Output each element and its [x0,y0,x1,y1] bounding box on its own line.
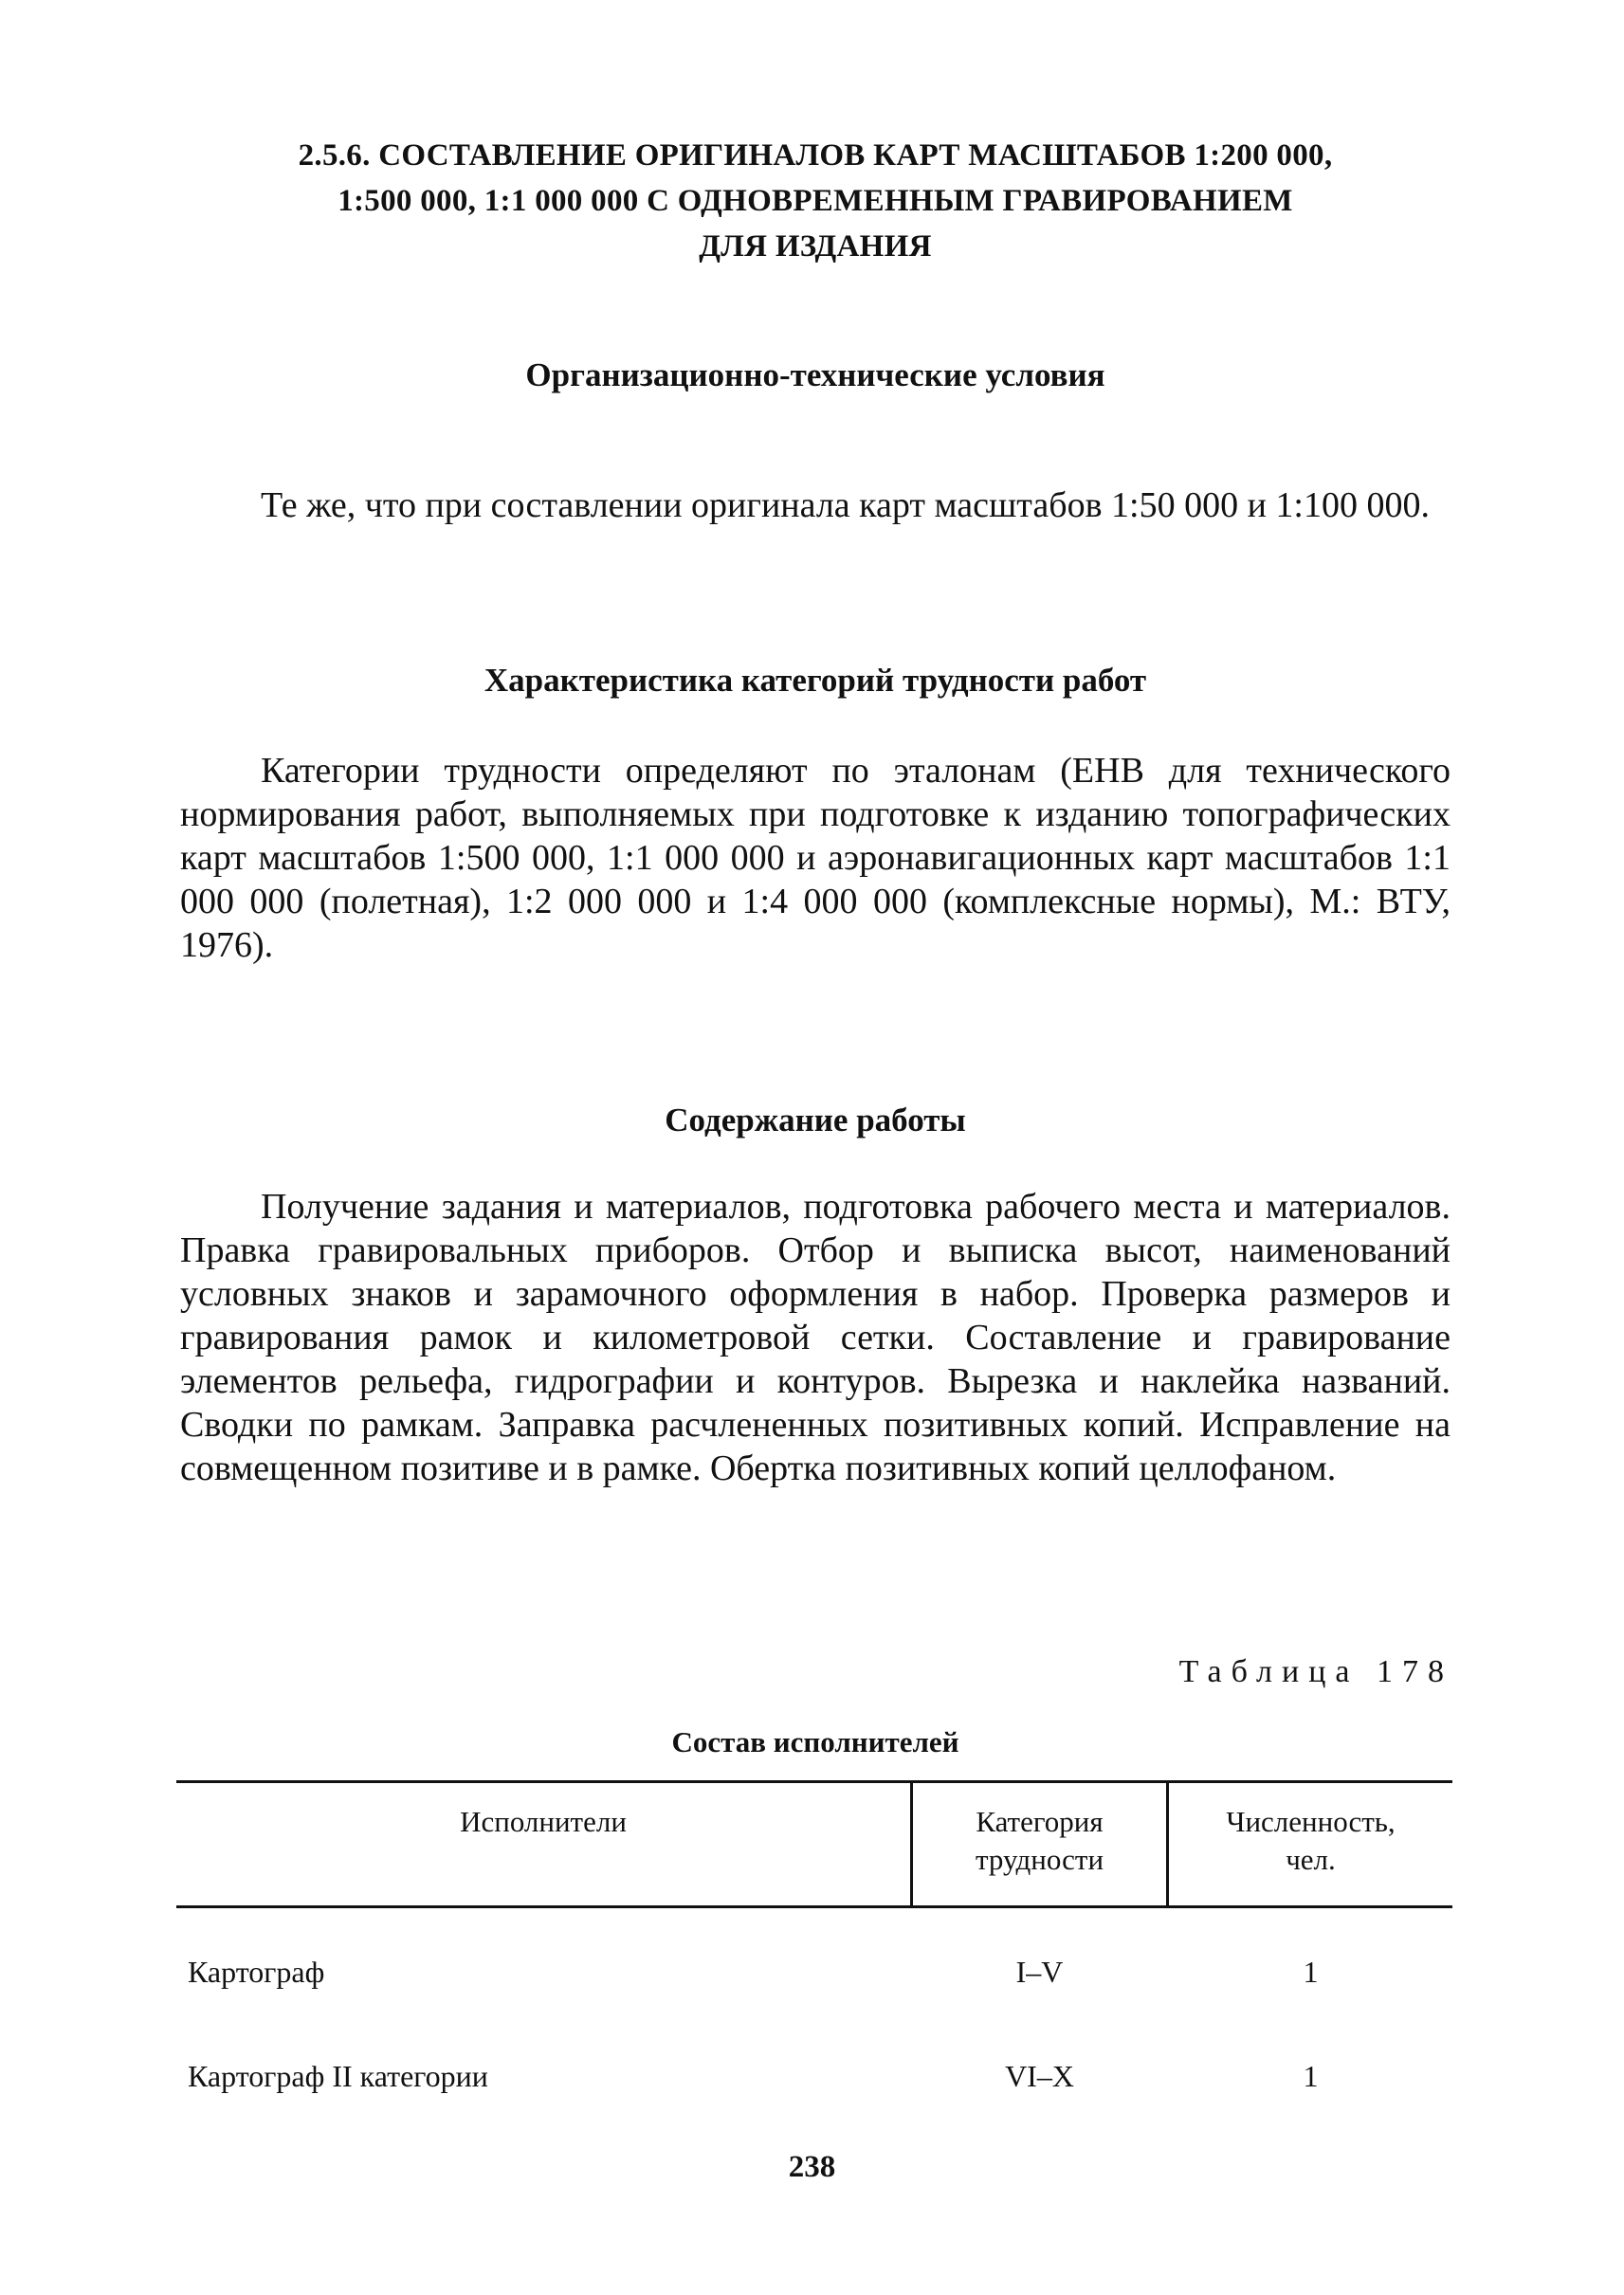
header-category-line: трудности [975,1843,1104,1876]
header-count-line: Численность, [1226,1805,1396,1838]
header-performers: Исполнители [460,1805,627,1838]
categories-heading: Характеристика категорий трудности работ [484,662,1147,699]
table-number: Таблица 178 [1178,1654,1453,1689]
table-caption: Состав исполнителей [671,1725,959,1758]
table-header-rule [176,1905,1452,1908]
work-heading: Содержание работы [665,1102,966,1138]
section-title-line: ДЛЯ ИЗДАНИЯ [699,229,932,264]
conditions-heading: Организационно-технические условия [525,356,1105,393]
cell-category: VI–X [1005,2059,1074,2093]
categories-text: Категории трудности определяют по эталонам (ЕНВ для технического нормирования работ, выполняемых при подготовке к изданию топографических карт масштабов 1:500 000, 1:1 000 000 и аэронавигационных карт масштабов 1:1 000 000 (полетная), 1:2 000 000 и 1:4 000 000 (комплексные нормы), М.: ВТУ, 1976). [180,751,1451,965]
header-count-line: чел. [1286,1843,1336,1876]
header-category-line: Категория [976,1805,1104,1838]
work-text: Получение задания и материалов, подготовка рабочего места и материалов. Правка гравировальных приборов. Отбор и выписка высот, наименований условных знаков и зарамочного оформления в набор. Проверка размеров и гравирования рамок и километровой сетки. Составление и гравирование элементов рельефа, гидрографии и контуров. Вырезка и наклейка названий. Сводки по рамкам. Заправка расчлененных позитивных копий. Исправление на совмещенном позитиве и в рамке. Обертка позитивных копий целлофаном. [180,1187,1451,1488]
header-count [1169,1803,1452,1879]
categories-paragraph [180,749,1451,967]
table-top-rule [176,1780,1452,1783]
header-category [913,1803,1166,1879]
page-number: 238 [788,2150,836,2184]
conditions-text: Те же, что при составлении оригинала карт масштабов 1:50 000 и 1:100 000. [261,485,1430,525]
cell-category: I–V [1015,1955,1064,1989]
cell-count: 1 [1303,2059,1319,2093]
section-title-line: 1:500 000, 1:1 000 000 С ОДНОВРЕМЕННЫМ ГРАВИРОВАНИЕМ [338,184,1293,218]
cell-performer: Картограф [188,1955,325,1989]
section-title [237,133,1394,269]
conditions-paragraph [180,483,1451,527]
cell-performer: Картограф II категории [188,2059,488,2093]
section-title-line: 2.5.6. СОСТАВЛЕНИЕ ОРИГИНАЛОВ КАРТ МАСШТАБОВ 1:200 000, [298,138,1333,173]
work-paragraph [180,1185,1451,1490]
cell-count: 1 [1303,1955,1319,1989]
